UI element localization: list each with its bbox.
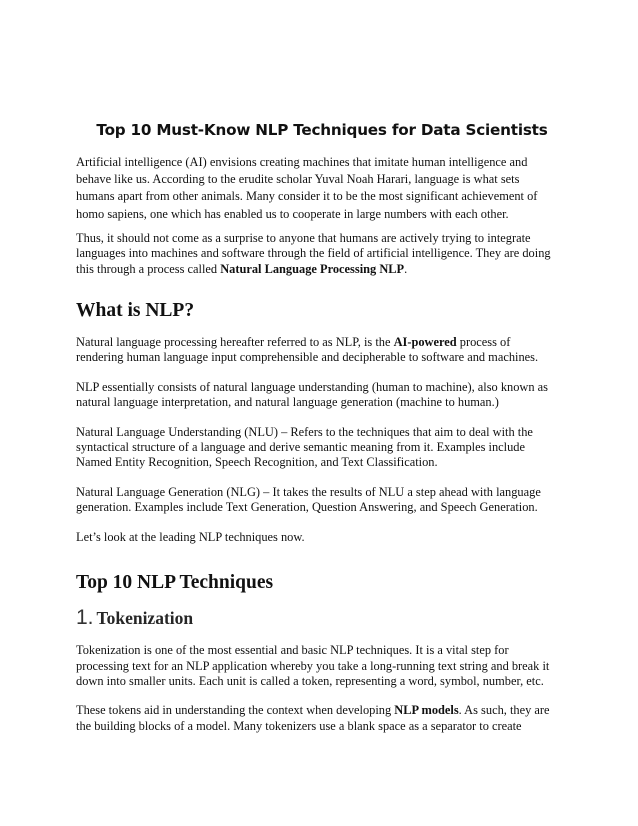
subheading-tokenization [76, 605, 558, 631]
section-heading-what-is-nlp: What is NLP? [76, 300, 195, 322]
document-title: Top 10 Must-Know NLP Techniques for Data Scientists [96, 121, 548, 139]
nlp-paragraph-2: NLP essentially consists of natural language understanding (human to machine), also known as natural language interpretation, and natural language generation (machine to human.) [76, 379, 548, 410]
nlp-p1-end: process of rendering human language input comprehensible and decipherable to software and machines. [76, 335, 539, 365]
nlp-paragraph-3: Natural Language Understanding (NLU) – Refers to the techniques that aim to deal with the syntactical structure of a language and derive semantic meaning from it. Examples include Named Entity Recognition, Speech Recognition, and Text Classification. [76, 424, 533, 470]
intro-paragraph-1: Artificial intelligence (AI) envisions creating machines that imitate human intelligence and behave like us. According to the erudite scholar Yuval Noah Harari, language is what sets humans apart from other animals. Many consider it to be the most significant achievement of homo sapiens, one which has enabled us to cooperate in large numbers with each other. [76, 155, 538, 221]
tok-p2-bold: NLP models [394, 703, 459, 718]
nlp-paragraph-4: Natural Language Generation (NLG) – It takes the results of NLU a step ahead with language generation. Examples include Text Generation, Question Answering, and Speech Generation. [76, 484, 541, 515]
intro-2-text: Thus, it should not come as a surprise to anyone that humans are actively trying to integrate languages into machines and software through the field of artificial intelligence. They are doing this through a process called [76, 230, 551, 276]
tok-p2-end: . As such, they are the building blocks of a model. Many tokenizers use a blank space as a separator to create [76, 703, 550, 733]
nlp-paragraph-5: Let’s look at the leading NLP techniques now. [76, 529, 305, 544]
document-page [76, 120, 558, 734]
section-heading-top-10: Top 10 NLP Techniques [76, 572, 274, 594]
tok-p2-text: These tokens aid in understanding the context when developing [76, 703, 395, 718]
tokenization-paragraph-1: Tokenization is one of the most essential and basic NLP techniques. It is a vital step for processing text for an NLP application whereby you take a long-running text string and break it down into smaller units. Each unit is called a token, representing a word, symbol, number, etc. [76, 643, 550, 688]
tokenization-paragraph-2 [76, 703, 558, 734]
intro-2-bold: Natural Language Processing NLP [220, 261, 405, 276]
intro-paragraph-2 [76, 231, 558, 277]
nlp-paragraph-1 [76, 335, 558, 366]
intro-2-end: . [404, 261, 408, 276]
subheading-label: Tokenization [96, 608, 194, 629]
subheading-number: 1. [76, 606, 94, 630]
nlp-p1-bold: AI-powered [393, 335, 457, 350]
nlp-p1-text: Natural language processing hereafter referred to as NLP, is the [76, 335, 394, 350]
